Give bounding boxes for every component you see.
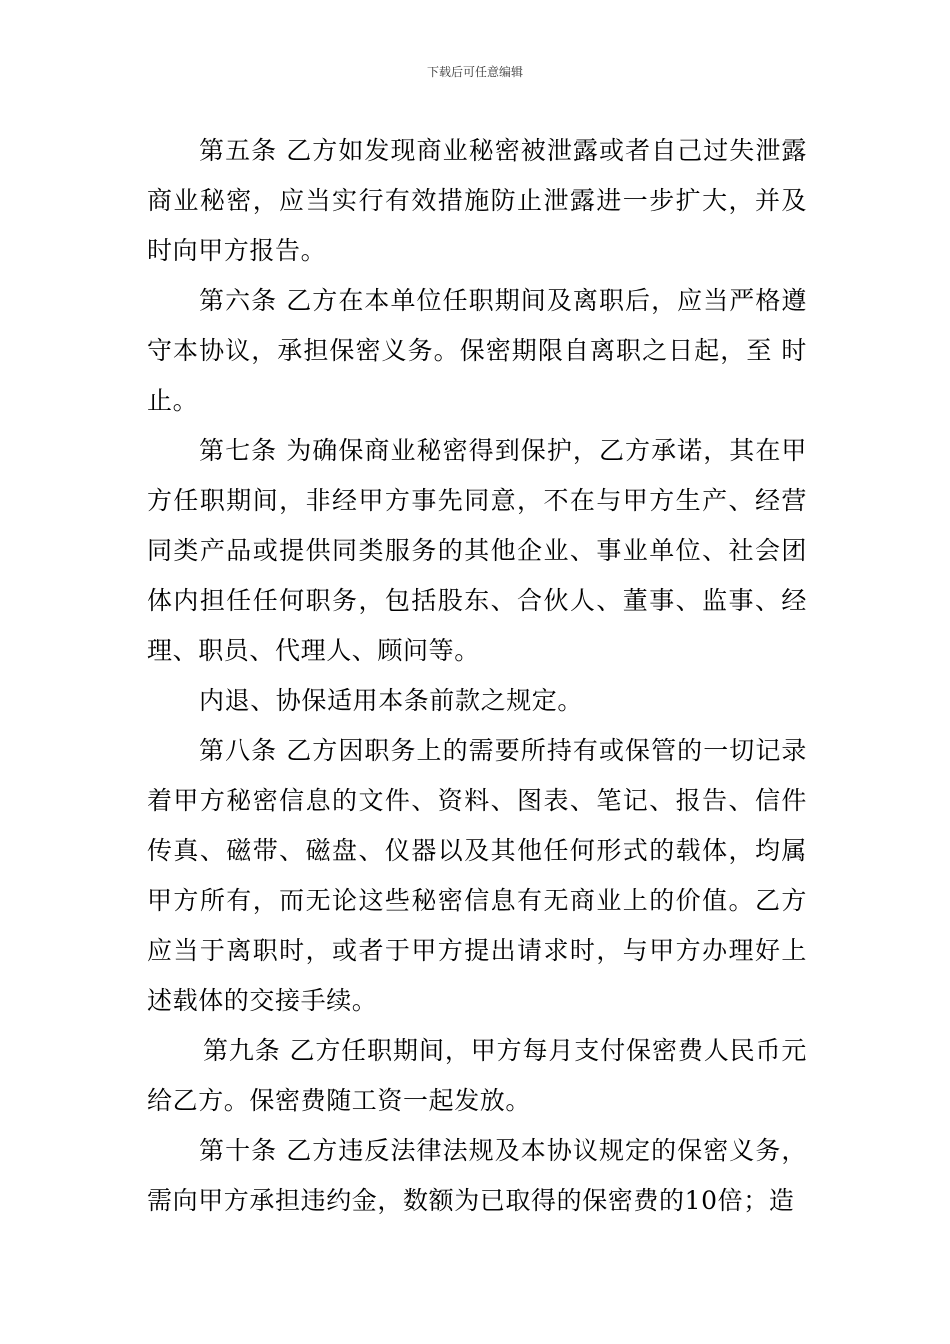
- article-9: 第九条 乙方任职期间，甲方每月支付保密费人民币元给乙方。保密费随工资一起发放。: [147, 1036, 807, 1115]
- article-8: 第八条 乙方因职务上的需要所持有或保管的一切记录着甲方秘密信息的文件、资料、图表、笔记、报告、信件传真、磁带、磁盘、仪器以及其他任何形式的载体，均属甲方所有，而无论这些秘密信息有无商业上的价值。乙方应当于离职时，或者于甲方提出请求时，与甲方办理好上述载体的交接手续。: [147, 736, 807, 1015]
- article-5: 第五条 乙方如发现商业秘密被泄露或者自己过失泄露商业秘密，应当实行有效措施防止泄露进一步扩大，并及时向甲方报告。: [147, 136, 807, 265]
- article-7-note: 内退、协保适用本条前款之规定。: [199, 686, 584, 715]
- article-7: 第七条 为确保商业秘密得到保护，乙方承诺，其在甲方任职期间，非经甲方事先同意，不在与甲方生产、经营同类产品或提供同类服务的其他企业、事业单位、社会团体内担任任何职务，包括股东、合伙人、董事、监事、经理、职员、代理人、顾问等。: [147, 436, 807, 665]
- article-10: 第十条 乙方违反法律法规及本协议规定的保密义务，需向甲方承担违约金，数额为已取得的保密费的10倍；造: [147, 1136, 807, 1215]
- article-6: 第六条 乙方在本单位任职期间及离职后，应当严格遵守本协议，承担保密义务。保密期限自离职之日起，至 时止。: [147, 286, 807, 415]
- page-header: 下载后可任意编辑: [426, 65, 523, 79]
- document-body: [147, 126, 807, 1226]
